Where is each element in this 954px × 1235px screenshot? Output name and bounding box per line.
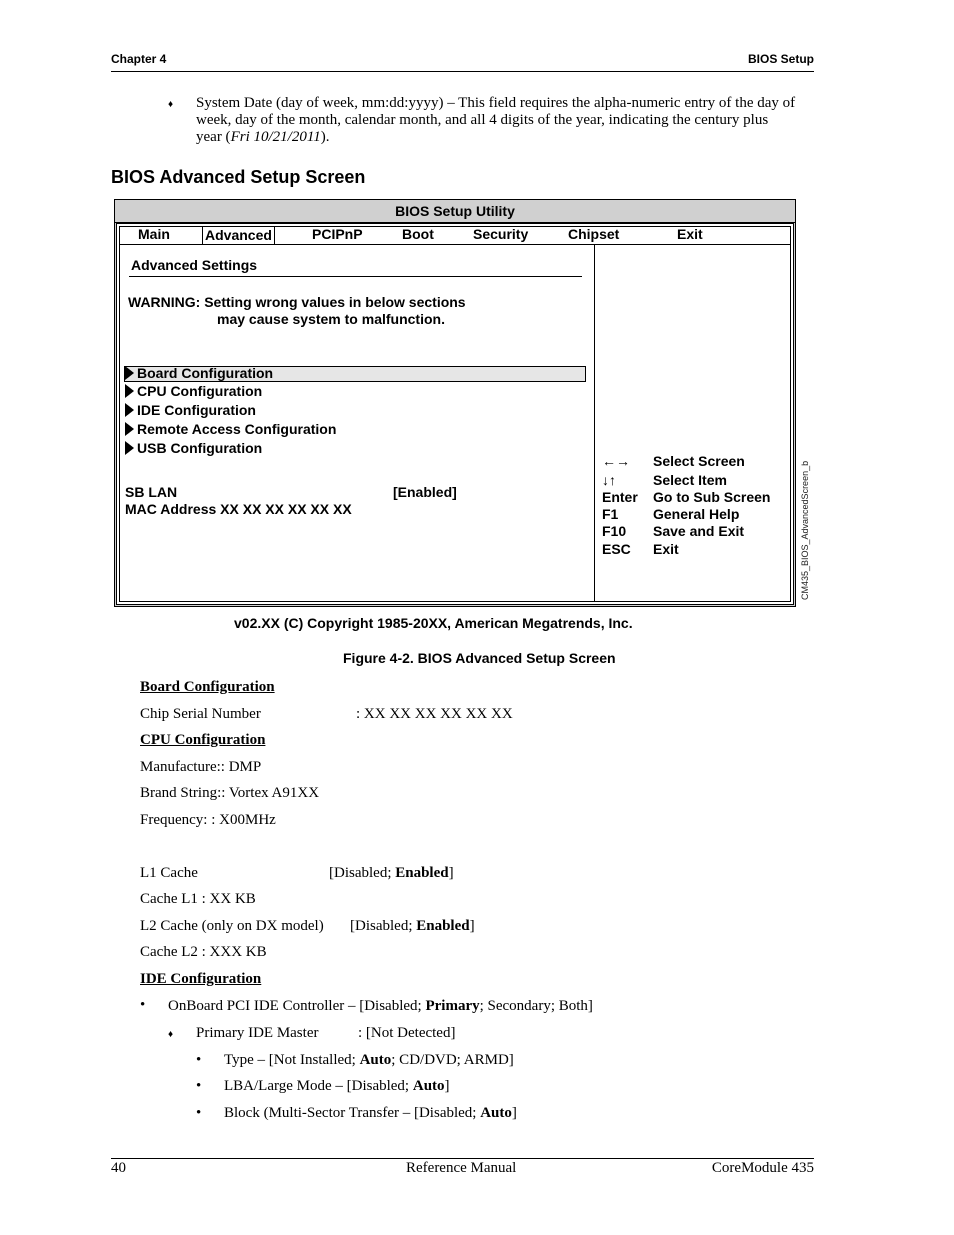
key-esc: ESC bbox=[602, 541, 631, 557]
bios-divider bbox=[594, 245, 595, 602]
bullet-icon: • bbox=[196, 1105, 202, 1121]
menu-pcipnp[interactable]: PCIPnP bbox=[312, 226, 363, 242]
ide-type: Type – [Not Installed; Auto; CD/DVD; ARMD] bbox=[224, 1052, 514, 1068]
chip-serial-value: : XX XX XX XX XX XX bbox=[356, 706, 513, 722]
intro-line-3: year (Fri 10/21/2011). bbox=[196, 129, 330, 145]
ide-block-mode: Block (Multi-Sector Transfer – [Disabled; Auto] bbox=[224, 1105, 517, 1121]
frequency: Frequency: : X00MHz bbox=[140, 812, 276, 828]
submenu-board-configuration[interactable]: Board Configuration bbox=[125, 365, 273, 382]
mac-address: MAC Address XX XX XX XX XX XX bbox=[125, 501, 352, 517]
warning-line-2: may cause system to malfunction. bbox=[217, 311, 445, 327]
menu-security[interactable]: Security bbox=[473, 226, 529, 242]
l1-cache-options: [Disabled; Enabled] bbox=[329, 865, 454, 881]
bullet-icon: • bbox=[140, 997, 146, 1013]
figure-caption: Figure 4-2. BIOS Advanced Setup Screen bbox=[343, 650, 616, 666]
help-sub-screen: Go to Sub Screen bbox=[653, 489, 771, 505]
menu-boot[interactable]: Boot bbox=[402, 226, 434, 242]
key-f1: F1 bbox=[602, 506, 619, 522]
arrow-right-icon bbox=[125, 441, 134, 455]
key-up-down: ↓↑ bbox=[602, 472, 616, 488]
arrow-right-icon bbox=[125, 384, 134, 398]
ide-config-heading: IDE Configuration bbox=[140, 971, 262, 987]
help-exit: Exit bbox=[653, 541, 679, 557]
cpu-config-heading: CPU Configuration bbox=[140, 732, 266, 748]
board-config-heading: Board Configuration bbox=[140, 679, 275, 695]
advanced-settings-heading: Advanced Settings bbox=[131, 257, 258, 273]
brand-string: Brand String:: Vortex A91XX bbox=[140, 785, 320, 801]
sb-lan-label: SB LAN bbox=[125, 484, 178, 500]
key-f10: F10 bbox=[602, 523, 627, 539]
cache-l1: Cache L1 : XX KB bbox=[140, 891, 256, 907]
submenu-remote-access-configuration[interactable]: Remote Access Configuration bbox=[125, 421, 336, 438]
diamond-bullet-icon: ♦ bbox=[168, 99, 174, 110]
menu-chipset[interactable]: Chipset bbox=[568, 226, 620, 242]
key-left-right: ←→ bbox=[602, 453, 630, 469]
arrow-right-icon bbox=[125, 422, 134, 436]
l1-cache-label: L1 Cache bbox=[140, 865, 198, 881]
chapter-label: Chapter 4 bbox=[111, 52, 167, 66]
manufacture: Manufacture:: DMP bbox=[140, 759, 262, 775]
help-select-screen: Select Screen bbox=[653, 453, 745, 469]
bullet-icon: • bbox=[196, 1052, 202, 1068]
footer-center: Reference Manual bbox=[406, 1160, 517, 1176]
footer-right: CoreModule 435 bbox=[711, 1160, 814, 1176]
section-label: BIOS Setup bbox=[747, 52, 814, 66]
help-general-help: General Help bbox=[653, 506, 740, 522]
help-save-exit: Save and Exit bbox=[653, 523, 745, 539]
onboard-ide-controller: OnBoard PCI IDE Controller – [Disabled; Primary; Secondary; Both] bbox=[168, 998, 593, 1014]
help-select-item: Select Item bbox=[653, 472, 727, 488]
primary-ide-master-label: Primary IDE Master bbox=[196, 1025, 319, 1041]
page-number: 40 bbox=[111, 1160, 126, 1176]
arrow-right-icon bbox=[125, 403, 134, 417]
advanced-rule bbox=[129, 276, 582, 277]
l2-cache-options: [Disabled; Enabled] bbox=[350, 918, 475, 934]
sb-lan-value[interactable]: [Enabled] bbox=[393, 484, 457, 500]
bios-title: BIOS Setup Utility bbox=[115, 200, 795, 223]
cache-l2: Cache L2 : XXX KB bbox=[140, 944, 267, 960]
key-enter: Enter bbox=[602, 489, 638, 505]
intro-line-1: System Date (day of week, mm:dd:yyyy) – This field requires the alpha-numeric entry of the day of bbox=[196, 95, 796, 111]
footer-rule bbox=[111, 1158, 814, 1159]
arrow-right-icon bbox=[125, 366, 134, 380]
intro-line-2: week, day of the month, calendar month, and all 4 digits of the year, indicating the century plus bbox=[196, 112, 769, 128]
menu-exit[interactable]: Exit bbox=[677, 226, 703, 242]
menu-main[interactable]: Main bbox=[138, 226, 170, 242]
submenu-cpu-configuration[interactable]: CPU Configuration bbox=[125, 383, 262, 400]
warning-line-1: WARNING: Setting wrong values in below sections bbox=[128, 294, 466, 310]
diamond-bullet-icon: ♦ bbox=[168, 1029, 174, 1040]
primary-ide-master-value: : [Not Detected] bbox=[358, 1025, 456, 1041]
chip-serial-label: Chip Serial Number bbox=[140, 706, 261, 722]
bios-copyright: v02.XX (C) Copyright 1985-20XX, American Megatrends, Inc. bbox=[234, 615, 633, 631]
figure-side-label: CM435_BIOS_AdvancedScreen_b bbox=[800, 460, 810, 600]
section-title: BIOS Advanced Setup Screen bbox=[111, 167, 366, 187]
l2-cache-label: L2 Cache (only on DX model) bbox=[140, 918, 324, 934]
submenu-usb-configuration[interactable]: USB Configuration bbox=[125, 440, 262, 457]
bullet-icon: • bbox=[196, 1078, 202, 1094]
ide-lba-mode: LBA/Large Mode – [Disabled; Auto] bbox=[224, 1078, 450, 1094]
menu-advanced[interactable]: Advanced bbox=[202, 226, 275, 245]
header-rule bbox=[111, 71, 814, 72]
submenu-ide-configuration[interactable]: IDE Configuration bbox=[125, 402, 256, 419]
